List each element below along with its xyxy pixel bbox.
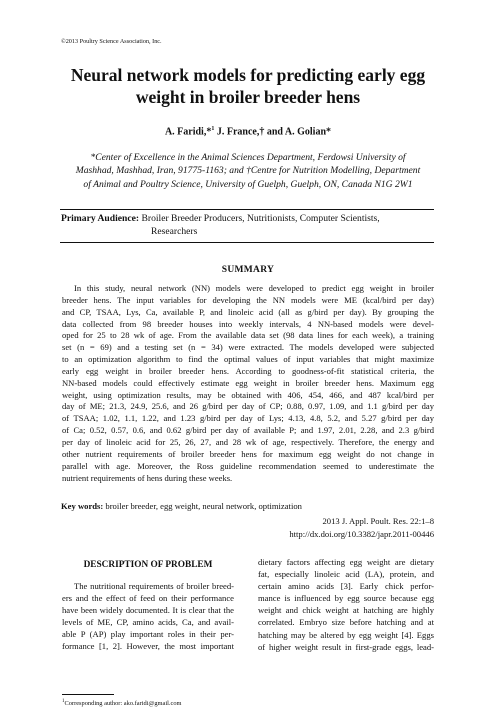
summary-line: per day of linoleic acid for 25, 26, 27, and 28 wk of age, respectively. Therefore, the energy and — [62, 436, 434, 447]
body-line: have been widely documented. It is clear that the — [62, 605, 234, 616]
summary-line: and CP, TSAA, Lys, Ca, available P, and linoleic acid (all as g/bird per day). By grouping the — [62, 306, 434, 317]
body-line: correlated. Embryo size before hatching and at — [258, 617, 434, 628]
summary-line: NN-based models could effectively estimate egg weight in broiler breeder hens. Maximum egg — [62, 377, 434, 388]
body-line: formance [1, 2]. However, the most important — [62, 641, 234, 652]
body-line: levels of ME, CP, amino acids, Ca, and avail- — [62, 617, 234, 628]
summary-body — [62, 283, 434, 484]
body-line: mance is influenced by egg source because egg — [258, 593, 434, 604]
left-column-text — [62, 580, 234, 653]
paper-title — [62, 64, 434, 108]
journal-reference: 2013 J. Appl. Poult. Res. 22:1–8 — [322, 516, 434, 526]
author-1-footnote-mark: 1 — [211, 126, 215, 132]
body-line: able P (AP) play important roles in their per- — [62, 629, 234, 640]
audience-label: Primary Audience: — [61, 213, 140, 224]
right-column-text — [258, 556, 434, 653]
author-list — [62, 126, 434, 137]
affiliations — [58, 151, 438, 191]
summary-line: data collected from 98 breeder houses into weekly intervals, 4 NN-based models were devel- — [62, 318, 434, 329]
footnote-mark: 1 — [62, 699, 65, 704]
title-line-2: weight in broiler breeder hens — [135, 87, 361, 107]
audience-line-2: Researchers — [151, 226, 198, 238]
summary-line: breeder hens. The input variables for developing the NN models were ME (kcal/bird per day) — [62, 294, 434, 305]
copyright-notice: ©2013 Poultry Science Association, Inc. — [61, 38, 162, 45]
doi-link[interactable]: http://dx.doi.org/10.3382/japr.2011-00446 — [289, 528, 434, 539]
summary-heading: SUMMARY — [221, 265, 275, 275]
summary-line: In this study, neural network (NN) models were developed to predict egg weight in broiler — [74, 283, 434, 293]
summary-line: day of ME; 21.3, 24.9, 25.6, and 26 g/bird per day of CP; 0.88, 0.97, 1.09, and 1.1 g/bird per day — [62, 401, 434, 412]
author-1: A. Faridi,* — [164, 126, 212, 138]
body-line: ers and the effect of feed on their performance — [62, 593, 234, 604]
body-line: hatching may be altered by egg weight [4]. Eggs — [258, 629, 434, 640]
summary-line: nutrient requirements of hens during these weeks. — [62, 472, 233, 483]
body-line: dietary factors affecting egg weight are dietary — [258, 557, 434, 567]
body-line: The nutritional requirements of broiler breed- — [74, 581, 234, 591]
summary-line: of TSAA; 1.02, 1.1, 1.22, and 1.23 g/bird per day of Lys; 4.13, 4.8, 5.2, and 5.27 g/bird per day — [62, 413, 434, 424]
author-2-3: J. France,† and A. Golian* — [214, 126, 332, 138]
summary-line: weight, using optimization results, may be obtained with 406, 454, 466, and 487 kcal/bird per — [62, 389, 434, 400]
keywords — [61, 501, 302, 511]
divider-top — [60, 209, 434, 210]
title-line-1: Neural network models for predicting early egg — [70, 65, 426, 85]
body-line: weight and chick weight at hatching are highly — [258, 605, 434, 616]
footnote — [62, 699, 182, 707]
description-heading: DESCRIPTION OF PROBLEM — [83, 560, 213, 570]
summary-line: oped for 25 to 28 wk of age. From the available data set (98 data lines for each week), a training — [62, 330, 434, 341]
audience-line-1: Broiler Breeder Producers, Nutritionists, Computer Scientists, — [139, 213, 380, 224]
summary-line: of Ca; 0.52, 0.57, 0.6, and 0.62 g/bird per day of available P; and 1.97, 2.01, 2.28, and 2.3 g/bird — [62, 425, 434, 436]
affiliation-line-1: *Center of Excellence in the Animal Sciences Department, Ferdowsi University of — [90, 152, 406, 163]
primary-audience — [61, 212, 441, 239]
summary-line: early egg weight in broiler breeder hens. According to goodness-of-fit statistical criteria, the — [62, 365, 434, 376]
keywords-label: Key words: — [61, 501, 104, 511]
body-line: of higher weight result in first-grade eggs, lead- — [258, 641, 434, 652]
affiliation-line-2: Mashhad, Mashhad, Iran, 91775-1163; and †Centre for Nutrition Modelling, Department — [75, 165, 421, 177]
footnote-rule — [62, 694, 114, 695]
footnote-text: Corresponding author: ako.faridi@gmail.com — [64, 700, 182, 708]
summary-line: other nutrient requirements of broiler breeder hens for maximum egg weight do not change in — [62, 448, 434, 459]
citation — [289, 515, 434, 540]
summary-line: set (n = 69) and a testing set (n = 34) were extracted. The models developed were subjected — [62, 342, 434, 353]
summary-line: parallel with age. Moreover, the Ross guideline recommendation seemed to underestimate the — [62, 460, 434, 471]
body-line: fat, especially linoleic acid (LA), protein, and — [258, 569, 434, 580]
summary-line: to an optimization algorithm to find the optimal values of input variables that might maximize — [62, 354, 434, 365]
divider-bottom — [60, 242, 434, 243]
body-line: certain amino acids [3]. Early chick perfor- — [258, 581, 434, 592]
keywords-text: broiler breeder, egg weight, neural network, optimization — [103, 501, 302, 511]
affiliation-line-3: of Animal and Poultry Science, University of Guelph, Guelph, ON, Canada N1G 2W1 — [83, 178, 413, 190]
